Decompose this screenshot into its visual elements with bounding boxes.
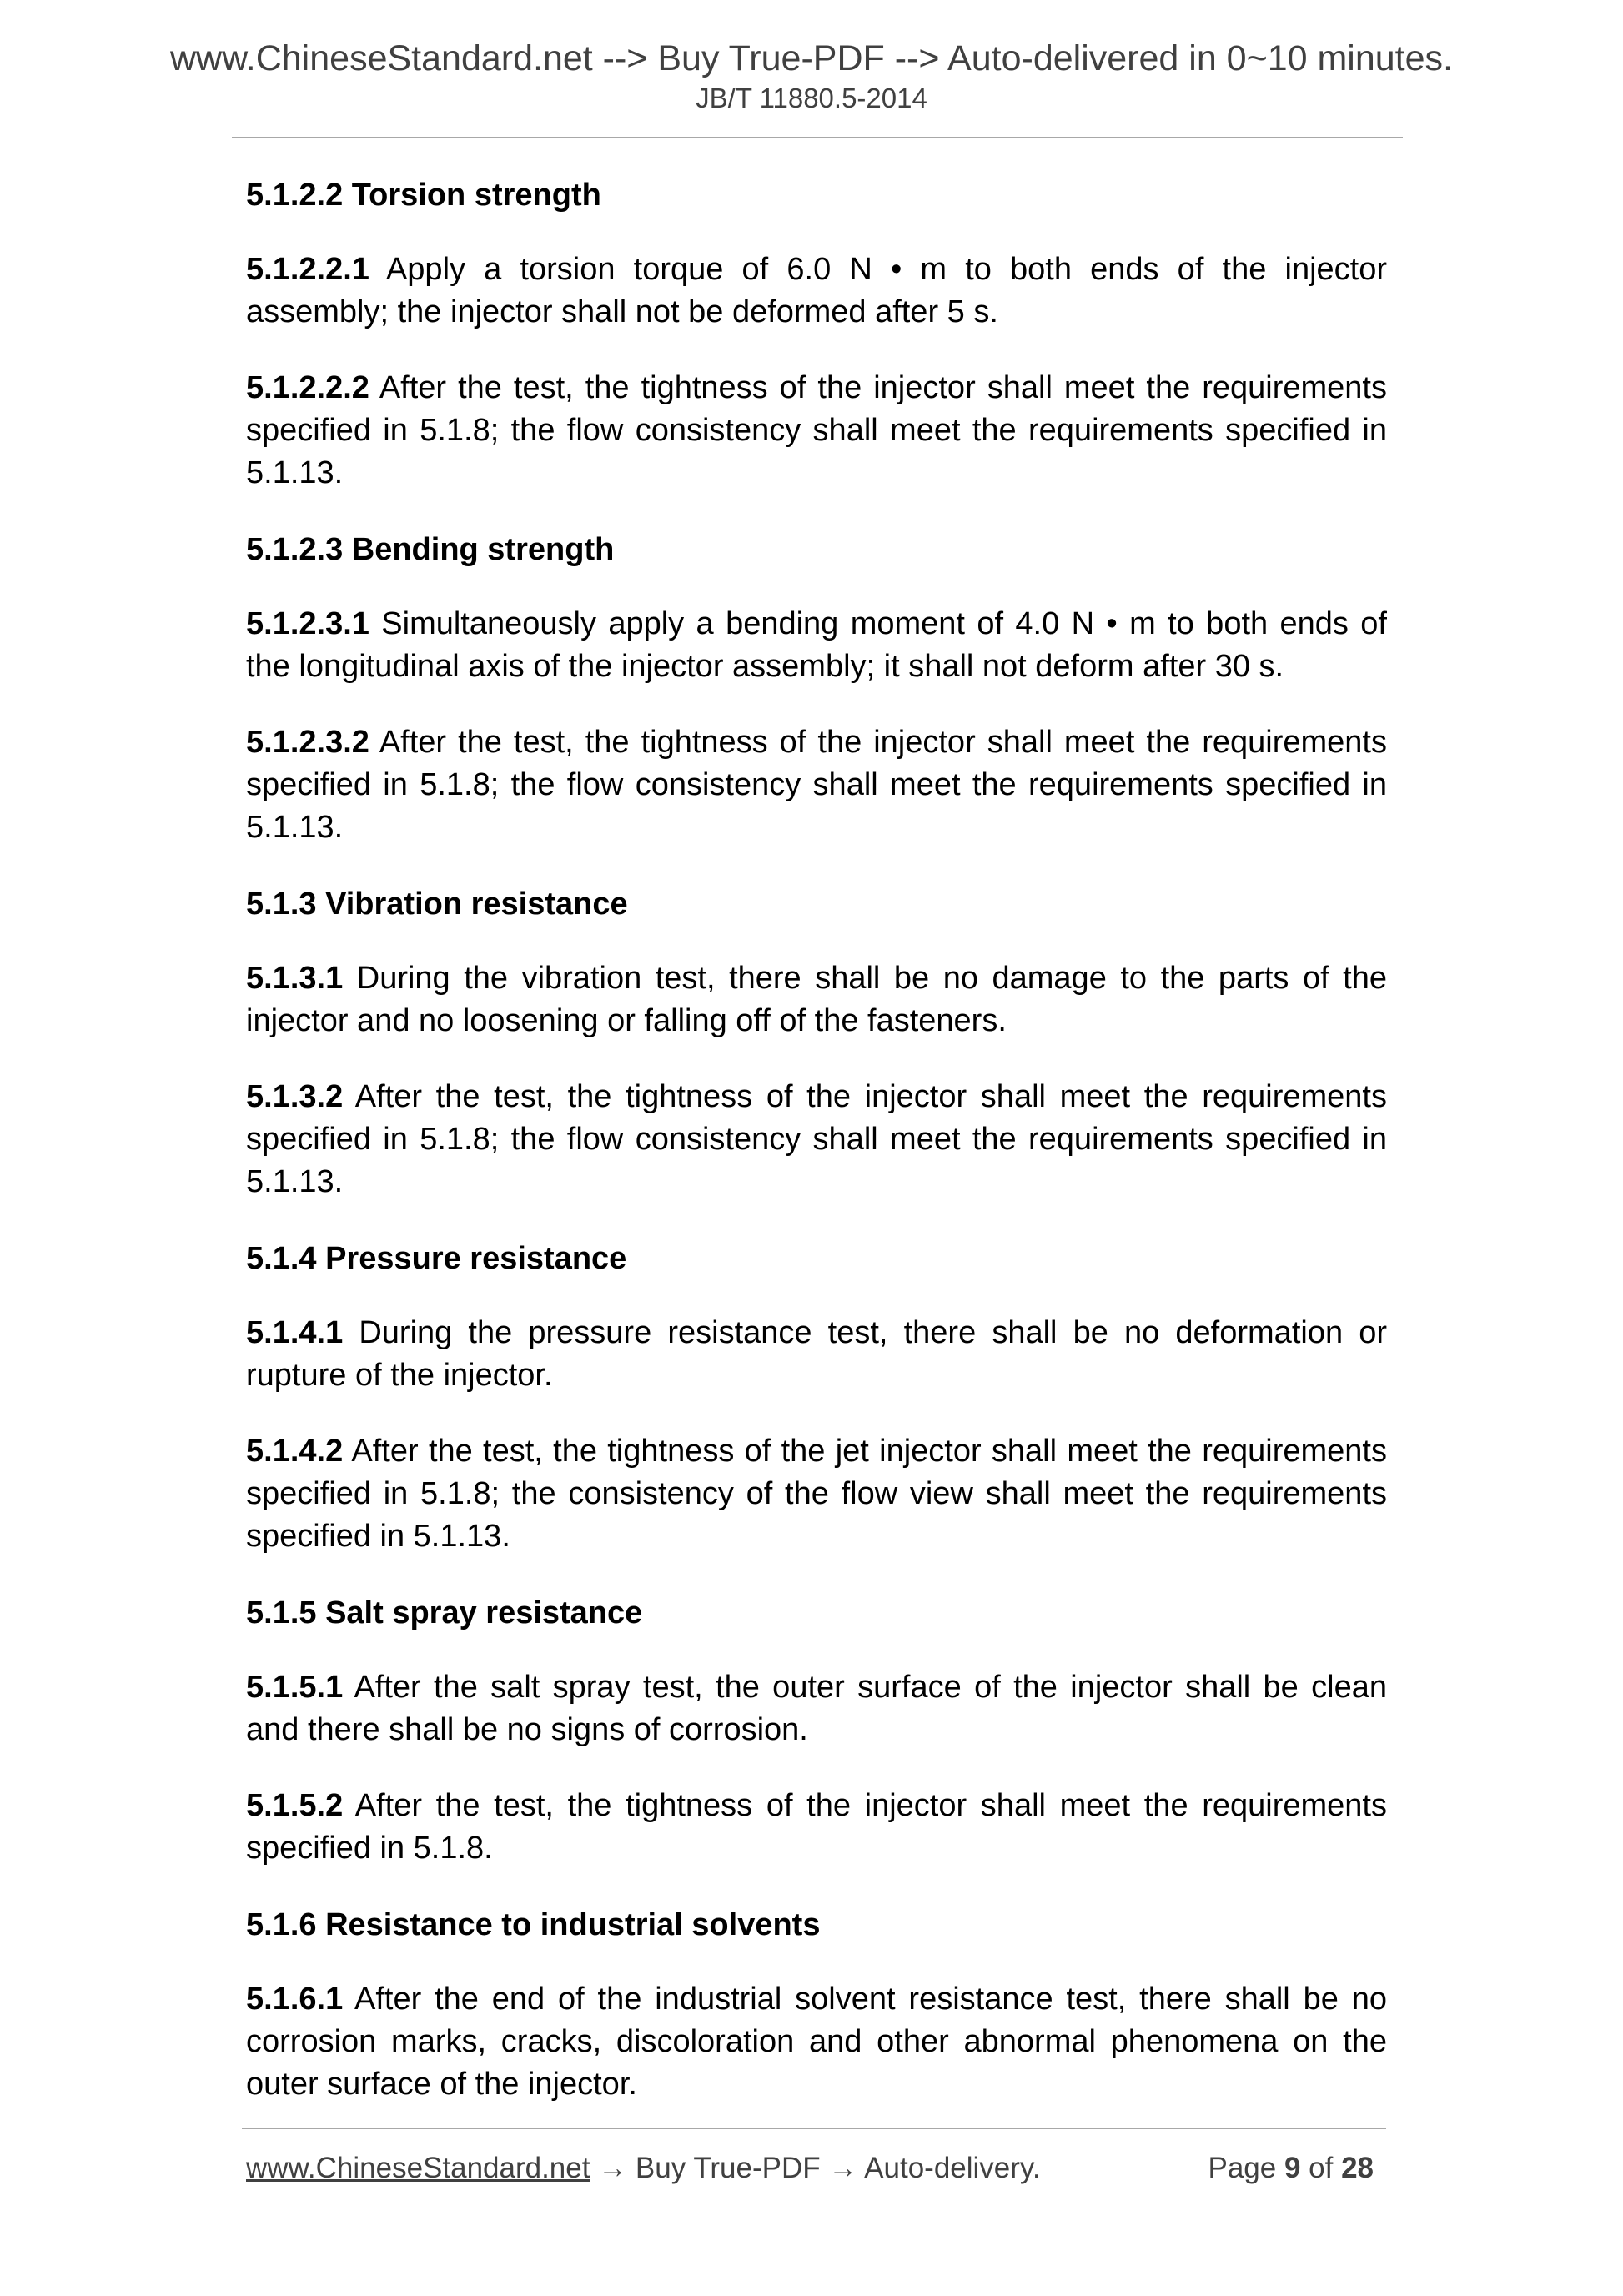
clause-text: During the vibration test, there shall be no damage to the parts of the injector and no loosening or falling off of the fasteners. — [246, 961, 1387, 1038]
clause-number: 5.1.2.2.2 — [246, 370, 369, 405]
clause-number: 5.1.2.2.1 — [246, 252, 369, 287]
footer-divider — [242, 2128, 1386, 2129]
standard-number: JB/T 11880.5-2014 — [696, 83, 927, 113]
page-footer — [246, 2150, 1374, 2187]
section-heading: 5.1.3 Vibration resistance — [246, 887, 628, 922]
section-heading: 5.1.2.2 Torsion strength — [246, 178, 601, 213]
clause-text: Simultaneously apply a bending moment of 4.0 N • m to both ends of the longitudinal axis of the injector assembly; it shall not deform after 30 s. — [246, 606, 1387, 684]
clause-text: After the end of the industrial solvent resistance test, there shall be no corrosion marks, cracks, discoloration and other abnormal phenomena on the outer surface of the injector. — [246, 1982, 1387, 2102]
clause-text: After the test, the tightness of the injector shall meet the requirements specified in 5.1.8. — [246, 1788, 1387, 1866]
clause-paragraph — [246, 957, 1387, 1042]
section-heading: 5.1.6 Resistance to industrial solvents — [246, 1907, 821, 1942]
clause-paragraph — [246, 1666, 1387, 1751]
clause-number: 5.1.3.2 — [246, 1079, 344, 1114]
clause-paragraph — [246, 1430, 1387, 1558]
page-header — [0, 37, 1623, 115]
section-heading: 5.1.5 Salt spray resistance — [246, 1595, 643, 1630]
footer-tagline: → Buy True-PDF → Auto-delivery. — [590, 2152, 1041, 2184]
clause-paragraph — [246, 249, 1387, 334]
clause-number: 5.1.4.2 — [246, 1434, 344, 1469]
clause-paragraph — [246, 1076, 1387, 1203]
clause-paragraph — [246, 1785, 1387, 1870]
clause-paragraph — [246, 721, 1387, 849]
clause-number: 5.1.2.3.2 — [246, 725, 369, 760]
clause-text: After the test, the tightness of the injector shall meet the requirements specified in 5.1.8; the flow consistency shall meet the requirements specified in 5.1.13. — [246, 1079, 1387, 1199]
clause-number: 5.1.3.1 — [246, 961, 344, 996]
section-heading: 5.1.4 Pressure resistance — [246, 1241, 627, 1276]
header-banner: www.ChineseStandard.net --> Buy True-PDF --> Auto-delivered in 0~10 minutes. — [169, 38, 1453, 78]
clause-paragraph — [246, 1312, 1387, 1397]
clause-paragraph — [246, 603, 1387, 688]
current-page-number: 9 — [1284, 2152, 1301, 2184]
clause-text: After the test, the tightness of the jet injector shall meet the requirements specified in 5.1.8; the consistency of the flow view shall meet the requirements specified in 5.1.13. — [246, 1434, 1387, 1554]
clause-paragraph — [246, 1978, 1387, 2106]
footer-website-link[interactable]: www.ChineseStandard.net — [246, 2152, 590, 2184]
clause-number: 5.1.4.1 — [246, 1315, 344, 1350]
clause-number: 5.1.6.1 — [246, 1982, 344, 2017]
clause-number: 5.1.2.3.1 — [246, 606, 369, 641]
clause-text: Apply a torsion torque of 6.0 N • m to both ends of the injector assembly; the injector shall not be deformed after 5 s. — [246, 252, 1387, 329]
clause-number: 5.1.5.1 — [246, 1670, 344, 1705]
page-label: Page — [1208, 2152, 1284, 2184]
clause-text: After the test, the tightness of the injector shall meet the requirements specified in 5.1.8; the flow consistency shall meet the requirements specified in 5.1.13. — [246, 725, 1387, 845]
page-indicator — [1208, 2150, 1374, 2187]
clause-text: After the salt spray test, the outer surface of the injector shall be clean and there shall be no signs of corrosion. — [246, 1670, 1387, 1747]
section-heading: 5.1.2.3 Bending strength — [246, 532, 615, 567]
of-label: of — [1300, 2152, 1342, 2184]
document-body — [246, 173, 1387, 2139]
clause-paragraph — [246, 367, 1387, 495]
clause-number: 5.1.5.2 — [246, 1788, 344, 1823]
clause-text: During the pressure resistance test, there shall be no deformation or rupture of the injector. — [246, 1315, 1387, 1393]
header-divider — [232, 137, 1403, 138]
total-pages-number: 28 — [1341, 2152, 1374, 2184]
clause-text: After the test, the tightness of the injector shall meet the requirements specified in 5.1.8; the flow consistency shall meet the requirements specified in 5.1.13. — [246, 370, 1387, 490]
